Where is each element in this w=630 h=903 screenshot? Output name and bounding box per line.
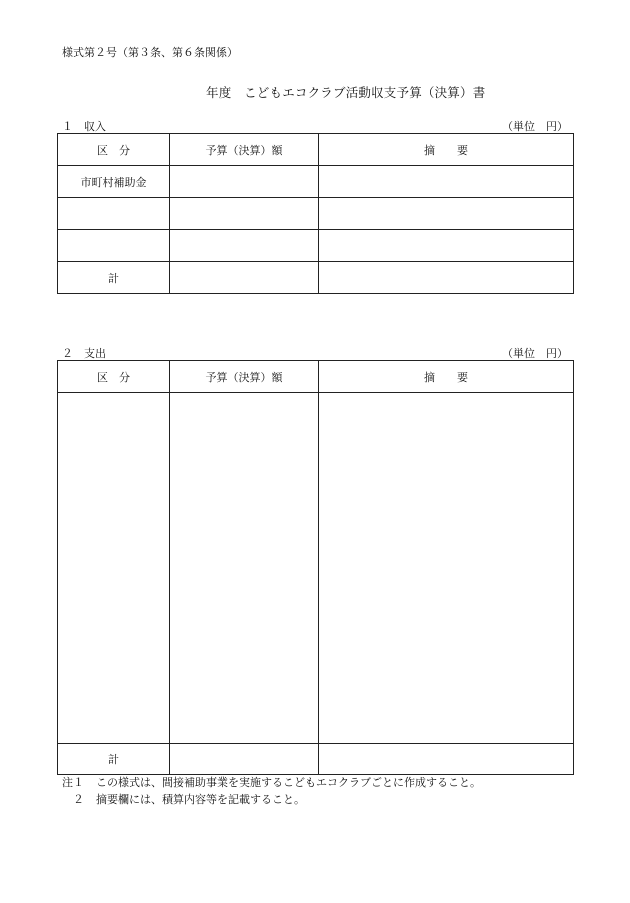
income-header-remarks: 摘 要	[319, 134, 574, 166]
income-header-amount: 予算（決算）額	[170, 134, 319, 166]
document-title: 年度 こどもエコクラブ活動収支予算（決算）書	[206, 85, 486, 100]
income-row-remarks[interactable]	[319, 166, 574, 198]
expense-header-category: 区 分	[58, 361, 170, 393]
income-row-remarks[interactable]	[319, 198, 574, 230]
income-section-label: １ 収入	[62, 120, 106, 133]
note-item	[62, 774, 481, 791]
income-row-category[interactable]	[58, 198, 170, 230]
expense-body-category[interactable]	[58, 393, 170, 744]
expense-total-label: 計	[58, 744, 170, 775]
income-unit-label: （単位 円）	[502, 120, 568, 133]
expense-total-row	[58, 744, 574, 775]
income-header-row	[58, 134, 574, 166]
income-total-remarks[interactable]	[319, 262, 574, 294]
income-header-category: 区 分	[58, 134, 170, 166]
note-text: この様式は、間接補助事業を実施するこどもエコクラブごとに作成すること。	[96, 776, 481, 789]
table-row	[58, 198, 574, 230]
expense-body-row	[58, 393, 574, 744]
income-row-amount[interactable]	[170, 166, 319, 198]
income-row-amount[interactable]	[170, 230, 319, 262]
expense-body-remarks[interactable]	[319, 393, 574, 744]
expense-header-row	[58, 361, 574, 393]
expense-section-label: ２ 支出	[62, 347, 106, 360]
income-total-label: 計	[58, 262, 170, 294]
income-total-row	[58, 262, 574, 294]
expense-header-remarks: 摘 要	[319, 361, 574, 393]
income-table	[57, 133, 574, 294]
expense-total-amount[interactable]	[170, 744, 319, 775]
note-number: 注１	[62, 776, 84, 789]
income-row-category[interactable]	[58, 230, 170, 262]
expense-body-amount[interactable]	[170, 393, 319, 744]
note-item	[62, 791, 481, 808]
expense-header-amount: 予算（決算）額	[170, 361, 319, 393]
expense-unit-label: （単位 円）	[502, 347, 568, 360]
table-row	[58, 166, 574, 198]
table-row	[58, 230, 574, 262]
expense-table	[57, 360, 574, 775]
notes	[62, 774, 481, 808]
note-text: 摘要欄には、積算内容等を記載すること。	[96, 793, 305, 806]
note-number: ２	[73, 793, 84, 806]
income-row-amount[interactable]	[170, 198, 319, 230]
expense-total-remarks[interactable]	[319, 744, 574, 775]
income-total-amount[interactable]	[170, 262, 319, 294]
income-row-category[interactable]: 市町村補助金	[58, 166, 170, 198]
form-reference: 様式第２号（第３条、第６条関係）	[62, 46, 238, 59]
income-row-remarks[interactable]	[319, 230, 574, 262]
